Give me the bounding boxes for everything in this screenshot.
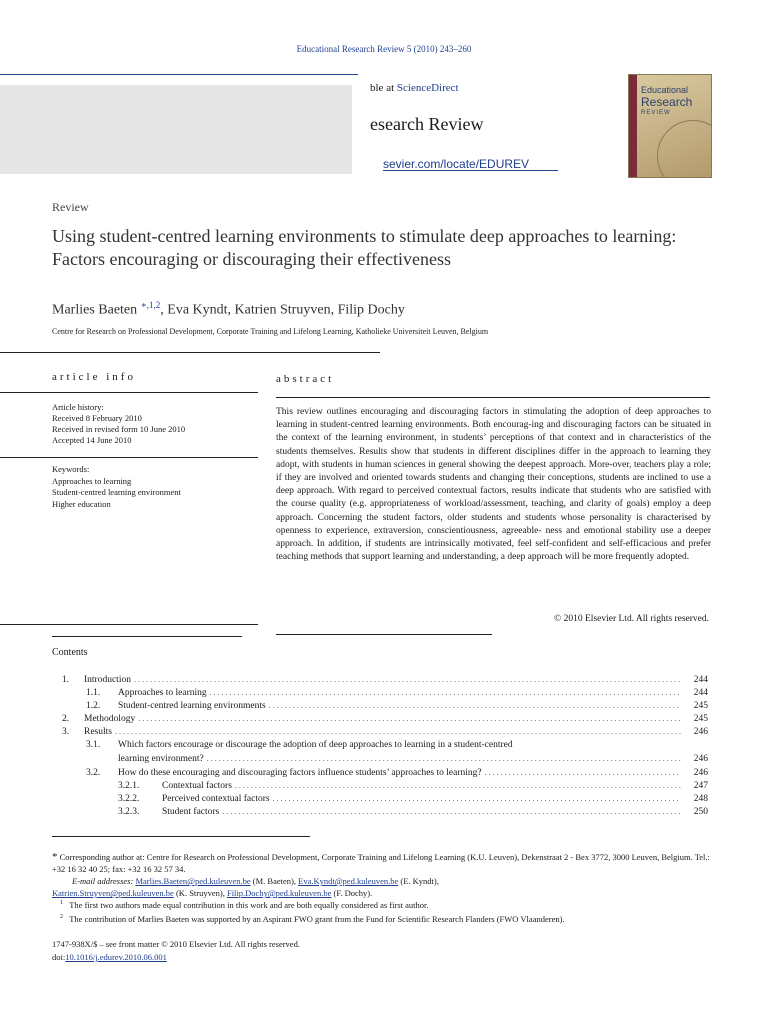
footnote-divider bbox=[52, 836, 310, 837]
toc-label: Perceived contextual factors bbox=[162, 794, 270, 804]
toc-leader-dots bbox=[273, 792, 681, 806]
front-matter bbox=[52, 938, 300, 964]
toc-label: Methodology bbox=[84, 714, 136, 724]
divider bbox=[52, 636, 242, 637]
toc-entry[interactable] bbox=[52, 725, 708, 738]
toc-leader-dots bbox=[235, 779, 681, 793]
article-info-heading: article info bbox=[52, 371, 136, 383]
cover-title-line1: Educational bbox=[641, 85, 689, 95]
toc-entry[interactable] bbox=[52, 699, 708, 712]
other-authors: , Eva Kyndt, Katrien Struyven, Filip Dochy bbox=[160, 302, 405, 318]
email-addresses bbox=[52, 875, 712, 899]
redacted-header-block bbox=[0, 85, 352, 174]
sciencedirect-link[interactable]: ScienceDirect bbox=[396, 82, 459, 94]
url-underline bbox=[383, 170, 558, 171]
cover-title-line3: REVIEW bbox=[641, 110, 671, 116]
toc-page-number: 246 bbox=[693, 754, 708, 764]
toc-number: 3.2. bbox=[86, 768, 101, 778]
article-section-label: Review bbox=[52, 200, 89, 214]
toc-page-number: 245 bbox=[693, 714, 708, 724]
toc-number: 3.2.2. bbox=[118, 794, 140, 804]
toc-page-number: 250 bbox=[693, 807, 708, 817]
toc-number: 3.2.3. bbox=[118, 807, 140, 817]
divider bbox=[276, 634, 492, 635]
corresponding-author-note bbox=[52, 851, 712, 875]
author-list bbox=[52, 300, 405, 319]
toc-leader-dots bbox=[134, 673, 681, 687]
article-history bbox=[52, 402, 185, 446]
toc-number: 2. bbox=[62, 714, 70, 724]
toc-label: Approaches to learning bbox=[118, 688, 207, 698]
journal-reference[interactable]: Educational Research Review 5 (2010) 243–260 bbox=[296, 44, 472, 54]
email-link[interactable]: Filip.Dochy@ped.kuleuven.be bbox=[226, 888, 332, 898]
toc-entry[interactable] bbox=[52, 673, 708, 686]
email-owner: (E. Kyndt), bbox=[398, 876, 439, 886]
toc-number: 3.1. bbox=[86, 740, 101, 750]
email-owner: (K. Struyven), bbox=[173, 888, 227, 898]
toc-page-number: 244 bbox=[693, 675, 708, 685]
divider bbox=[0, 457, 258, 458]
history-received: Received 8 February 2010 bbox=[52, 413, 142, 423]
toc-page-number: 245 bbox=[693, 701, 708, 711]
journal-name: esearch Review bbox=[370, 114, 484, 134]
history-label: Article history: bbox=[52, 402, 104, 412]
divider bbox=[0, 352, 380, 353]
email-link[interactable]: Marlies.Baeten@ped.kuleuven.be bbox=[135, 876, 251, 886]
toc-entry[interactable] bbox=[52, 752, 708, 765]
issn-line: 1747-938X/$ – see front matter © 2010 Elsevier Ltd. All rights reserved. bbox=[52, 939, 300, 949]
toc-entry[interactable] bbox=[52, 686, 708, 699]
toc-number: 3. bbox=[62, 727, 70, 737]
toc-leader-dots bbox=[138, 712, 681, 726]
cover-globe-graphic bbox=[657, 120, 712, 178]
cover-spine bbox=[629, 75, 637, 177]
toc-page-number: 246 bbox=[693, 768, 708, 778]
toc-page-number: 247 bbox=[693, 781, 708, 791]
abstract-copyright: © 2010 Elsevier Ltd. All rights reserved. bbox=[554, 614, 709, 624]
email-link[interactable]: Katrien.Struyven@ped.kuleuven.be bbox=[52, 888, 174, 898]
footnote-2-text: The contribution of Marlies Baeten was supported by an Aspirant FWO grant from the Fund for Scientific Research Flanders (FWO Vlaanderen). bbox=[69, 913, 565, 924]
email-owner: (M. Baeten), bbox=[250, 876, 299, 886]
toc-entry[interactable] bbox=[52, 739, 708, 752]
toc-page-number: 248 bbox=[693, 794, 708, 804]
toc-leader-dots bbox=[207, 752, 681, 766]
toc-number: 1. bbox=[62, 675, 70, 685]
article-title: Using student-centred learning environments to stimulate deep approaches to learning: Factors encouraging or discouraging their effectiveness bbox=[52, 226, 677, 269]
toc-number: 3.2.1. bbox=[118, 781, 140, 791]
footnote-2 bbox=[52, 911, 712, 925]
keyword-item: Higher education bbox=[52, 498, 111, 509]
toc-entry[interactable] bbox=[52, 805, 708, 818]
toc-leader-dots bbox=[269, 699, 681, 713]
journal-url-link[interactable]: sevier.com/locate/EDUREV bbox=[383, 157, 530, 171]
cover-title-line2: Research bbox=[641, 95, 693, 109]
journal-cover-image bbox=[628, 74, 712, 178]
keywords bbox=[52, 464, 181, 510]
divider bbox=[0, 624, 258, 625]
toc-label: Introduction bbox=[84, 675, 131, 685]
toc-label: Student-centred learning environments bbox=[118, 701, 266, 711]
header-rule bbox=[0, 74, 358, 75]
toc-leader-dots bbox=[222, 805, 681, 819]
toc-label: Contextual factors bbox=[162, 781, 232, 791]
toc-label: learning environment? bbox=[118, 754, 204, 764]
toc-leader-dots bbox=[210, 686, 681, 700]
toc-label: Student factors bbox=[162, 807, 220, 817]
author-footnote-marks[interactable]: ∗,1,2 bbox=[140, 300, 161, 310]
toc-number: 1.2. bbox=[86, 701, 101, 711]
asterisk-mark: * bbox=[52, 851, 58, 863]
divider bbox=[276, 397, 710, 398]
toc-entry[interactable] bbox=[52, 766, 708, 779]
affiliation: Centre for Research on Professional Development, Corporate Training and Lifelong Learning, Katholieke Universiteit Leuven, Belgium bbox=[52, 327, 489, 336]
toc-entry[interactable] bbox=[52, 792, 708, 805]
history-accepted: Accepted 14 June 2010 bbox=[52, 435, 132, 445]
doi-link[interactable]: 10.1016/j.edurev.2010.06.001 bbox=[65, 952, 167, 962]
available-prefix: ble at bbox=[370, 82, 397, 94]
email-link[interactable]: Eva.Kyndt@ped.kuleuven.be bbox=[298, 876, 399, 886]
footnote-1-text: The first two authors made equal contribution in this work and are both equally considered as first author. bbox=[69, 899, 429, 910]
footnote-mark: 1 bbox=[60, 900, 63, 906]
history-revised: Received in revised form 10 June 2010 bbox=[52, 424, 186, 434]
corresponding-text: Corresponding author at: Centre for Research on Professional Development, Corporate Training and Lifelong Learning (K.U. Leuven), Dekenstraat 2 - Bex 3772, 3000 Leuven, Belgium. Tel.: +32 16 32 40 25; fax: +32 16 32 57 34. bbox=[52, 852, 710, 874]
keywords-label: Keywords: bbox=[52, 464, 90, 474]
toc-entry[interactable] bbox=[52, 712, 708, 725]
abstract-heading: abstract bbox=[276, 373, 335, 385]
keyword-item: Approaches to learning bbox=[52, 475, 132, 486]
keyword-item: Student-centred learning environment bbox=[52, 487, 181, 497]
footnote-1 bbox=[52, 897, 712, 911]
toc-label: Which factors encourage or discourage the adoption of deep approaches to learning in a student-centred bbox=[118, 740, 513, 750]
toc-number: 1.1. bbox=[86, 688, 101, 698]
email-owner: (F. Dochy). bbox=[331, 888, 373, 898]
toc-page-number: 246 bbox=[693, 727, 708, 737]
available-online-line bbox=[370, 82, 459, 94]
abstract-text: This review outlines encouraging and discouraging factors in stimulating the adoption of deep approaches to learning in student-centred learning environments. Both encourag-ing and discouraging factors can be situated in the context of the learning environment, in students’ perceptions of that context and in characteristics of the students themselves. Results show that students in different disciplines differ in the approach to learning they adopt, with students in human sciences in general showing the deepest approach. More-over, teachers play a role; if they are involved and oriented towards students and changing their conceptions, students are inclined to use a deep approach. With regard to perceived contextual factors, results indicate that students who are satisfied with the course quality (e.g. appropriateness of workload/assessment, teaching, and clarity of goals) employ a deep approach. Concerning the student factors, older students and students whose personality is characterised by openness to experience, extraversion, conscientiousness, agreeable- ness and emotional stability use a deeper approach. In addition, if students are intrinsically motivated, feel self-confident and self-efficacious and prefer teaching methods that support learning and understanding, a deep approach will be more frequently adopted. bbox=[276, 407, 711, 563]
footnote-mark: 2 bbox=[60, 914, 63, 920]
first-author: Marlies Baeten bbox=[52, 302, 138, 318]
toc-label: Results bbox=[84, 727, 112, 737]
toc-leader-dots bbox=[115, 725, 681, 739]
email-label: E-mail addresses: bbox=[72, 876, 134, 886]
doi-line bbox=[52, 951, 300, 964]
contents-heading: Contents bbox=[52, 647, 88, 658]
divider bbox=[0, 392, 258, 393]
doi-prefix: doi: bbox=[52, 952, 66, 962]
toc-label: How do these encouraging and discouraging factors influence students’ approaches to learning? bbox=[118, 768, 482, 778]
toc-page-number: 244 bbox=[693, 688, 708, 698]
toc-entry[interactable] bbox=[52, 779, 708, 792]
toc-leader-dots bbox=[485, 766, 681, 780]
